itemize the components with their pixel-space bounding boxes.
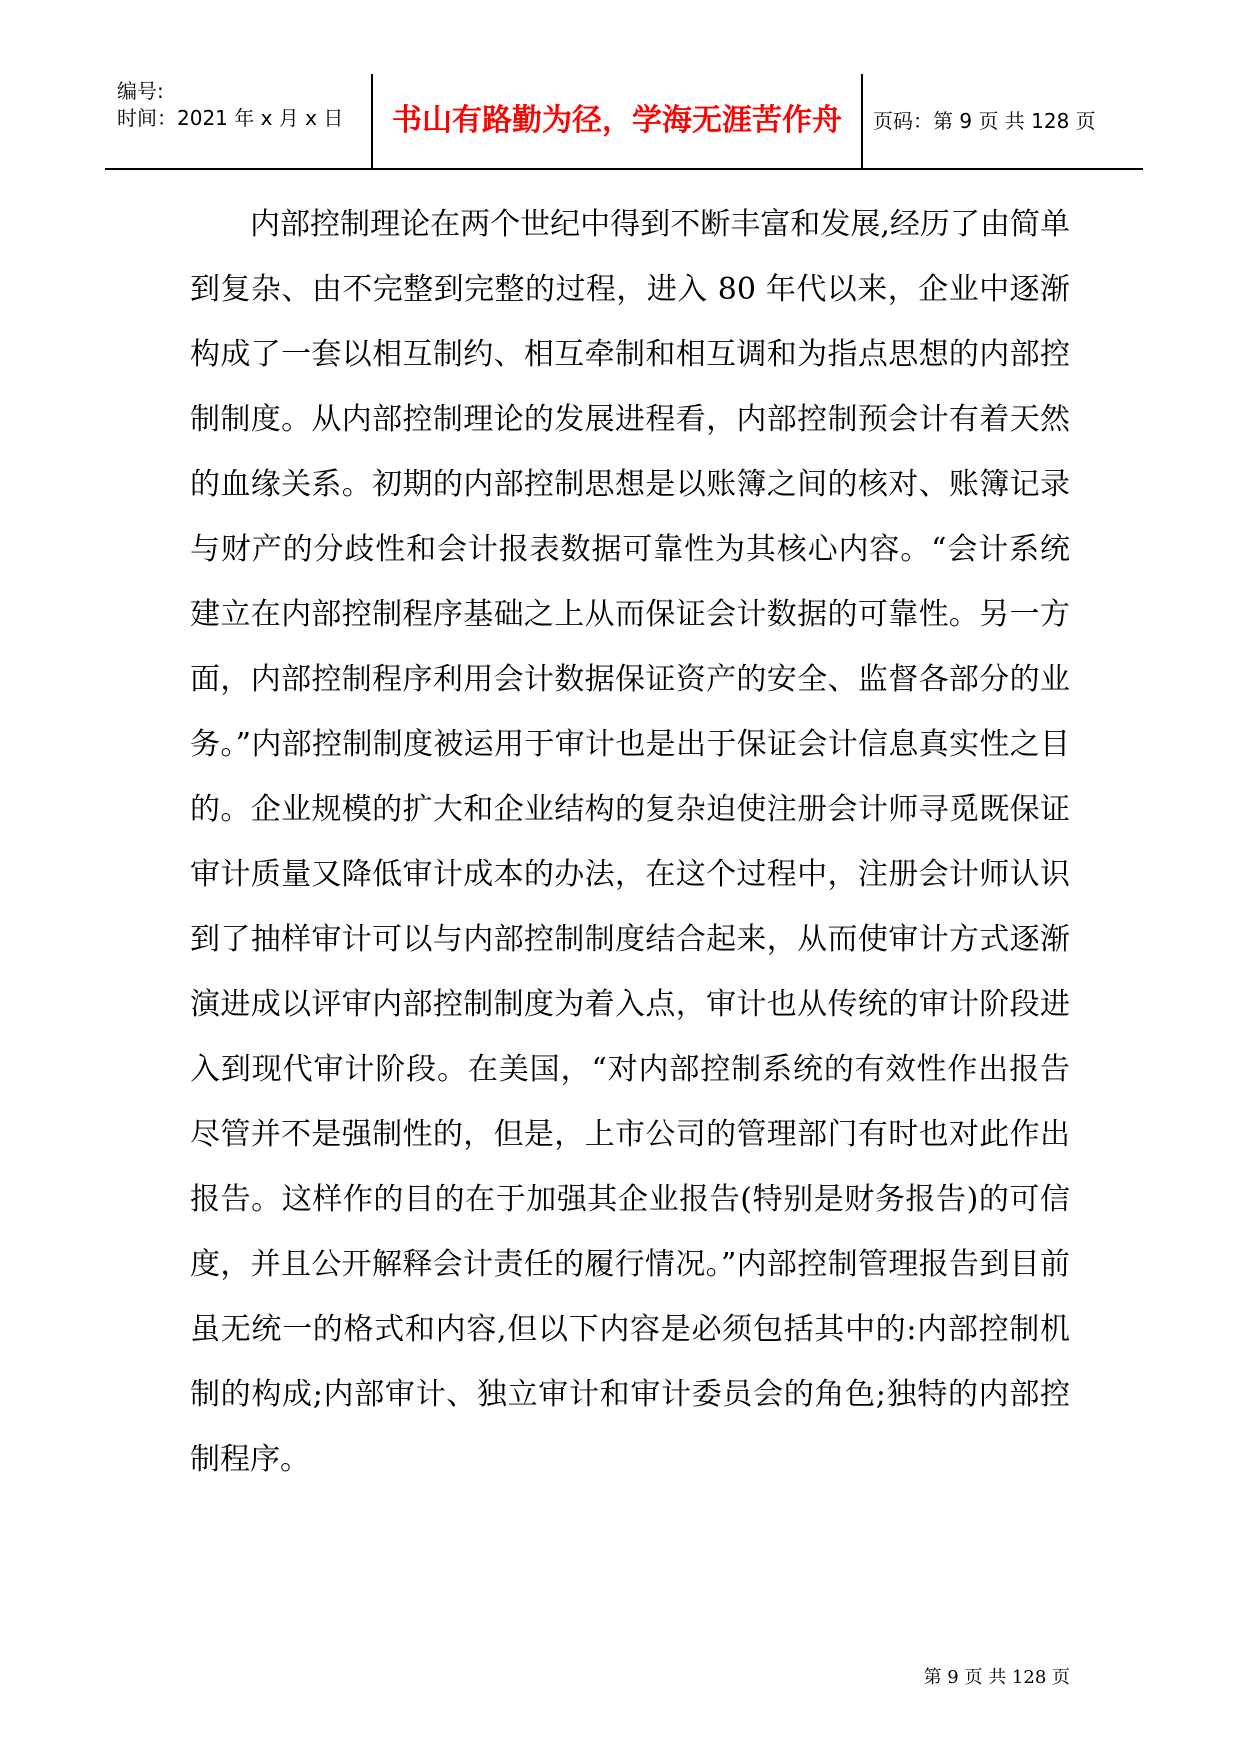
header-page-number: 页码：第 9 页 共 128 页	[873, 109, 1096, 133]
page-header	[105, 74, 1143, 170]
document-number-label: 编号:	[117, 79, 164, 103]
document-date-label: 时间：2021 年 x 月 x 日	[117, 106, 344, 130]
page-footer-number: 第 9 页 共 128 页	[923, 1667, 1070, 1688]
body-paragraph: 内部控制理论在两个世纪中得到不断丰富和发展,经历了由简单到复杂、由不完整到完整的过程，进入 80 年代以来，企业中逐渐构成了一套以相互制约、相互牵制和相互调和为指点思想的内部控制制度。从内部控制理论的发展进程看，内部控制预会计有着天然的血缘关系。初期的内部控制思想是以账簿之间的核对、账簿记录与财产的分歧性和会计报表数据可靠性为其核心内容。“会计系统建立在内部控制程序基础之上从而保证会计数据的可靠性。另一方面，内部控制程序利用会计数据保证资产的安全、监督各部分的业务。”内部控制制度被运用于审计也是出于保证会计信息真实性之目的。企业规模的扩大和企业结构的复杂迫使注册会计师寻觅既保证审计质量又降低审计成本的办法，在这个过程中，注册会计师认识到了抽样审计可以与内部控制制度结合起来，从而使审计方式逐渐演进成以评审内部控制制度为着入点，审计也从传统的审计阶段进入到现代审计阶段。在美国，“对内部控制系统的有效性作出报告尽管并不是强制性的，但是，上市公司的管理部门有时也对此作出报告。这样作的目的在于加强其企业报告(特别是财务报告)的可信度，并且公开解释会计责任的履行情况。”内部控制管理报告到目前虽无统一的格式和内容,但以下内容是必须包括其中的:内部控制机制的构成;内部审计、独立审计和审计委员会的角色;独特的内部控制程序。	[190, 207, 1070, 1477]
header-motto: 书山有路勤为径，学海无涯苦作舟	[392, 103, 842, 138]
header-meta	[117, 74, 379, 168]
header-divider	[861, 74, 863, 168]
document-body	[190, 192, 1070, 1492]
